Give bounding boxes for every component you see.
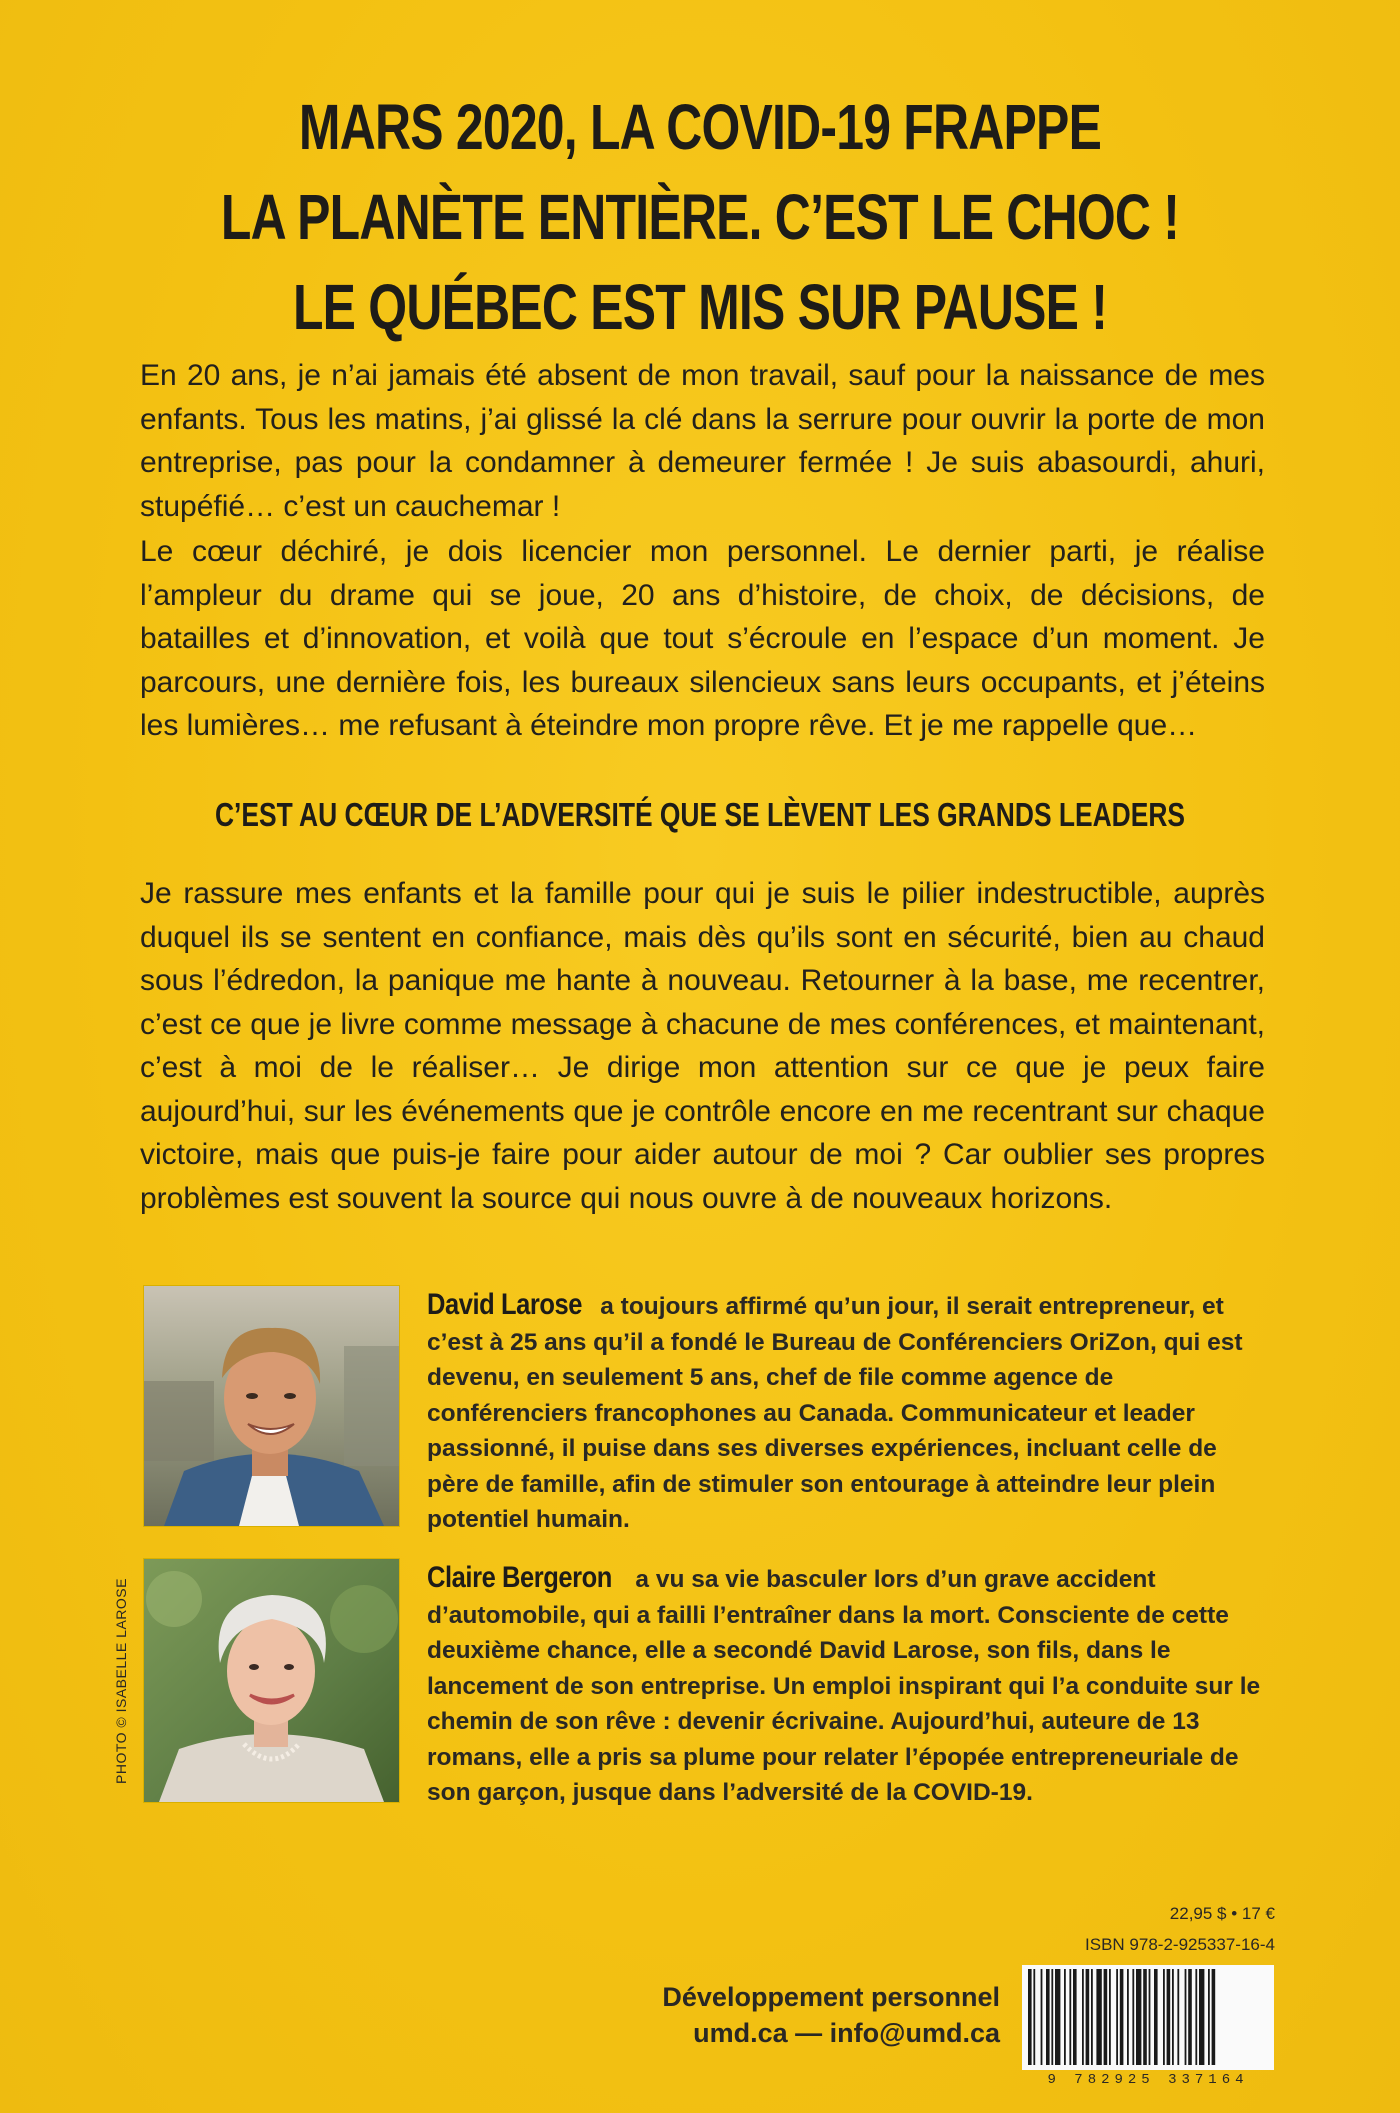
headline-line-3: LE QUÉBEC EST MIS SUR PAUSE ! xyxy=(292,271,1108,343)
section-subhead: C’EST AU CŒUR DE L’ADVERSITÉ QUE SE LÈVENT LES GRANDS LEADERS xyxy=(214,796,1186,833)
headline-line-1: MARS 2020, LA COVID-19 FRAPPE xyxy=(298,91,1102,163)
intro-paragraph-1: En 20 ans, je n’ai jamais été absent de mon travail, sauf pour la naissance de mes enfants. Tous les matins, j’ai glissé la clé dans la serrure pour ouvrir la porte de mon entreprise, pas pour la condamner à demeurer fermée ! Je suis abasourdi, ahuri, stupéfié… c’est un cauchemar ! xyxy=(140,359,1265,523)
photo-credit: PHOTO © ISABELLE LAROSE xyxy=(113,1578,129,1784)
author-bio-david xyxy=(427,1287,1267,1538)
author-bio-claire xyxy=(427,1560,1267,1811)
barcode xyxy=(1022,1965,1274,2070)
footer-contact: umd.ca — info@umd.ca xyxy=(693,2018,1000,2048)
barcode-digits: 9 782925 337164 xyxy=(1047,2072,1249,2088)
author-photo-claire xyxy=(143,1558,400,1803)
author-bio-text-david: a toujours affirmé qu’un jour, il serait entrepreneur, et c’est à 25 ans qu’il a fondé le Bureau de Conférenciers OriZon, qui est devenu, en seulement 5 ans, chef de file comme agence de conférenciers francophones au Canada. Communicateur et leader passionné, il puise dans ses diverses expériences, incluant celle de père de famille, afin de stimuler son entourage à atteindre leur plein potentiel humain. xyxy=(427,1293,1243,1533)
author-photo-david xyxy=(143,1285,400,1527)
price-label: 22,95 $ • 17 € xyxy=(1169,1904,1275,1923)
headline-line-2: LA PLANÈTE ENTIÈRE. C’EST LE CHOC ! xyxy=(220,181,1180,253)
barcode-bars xyxy=(1022,1965,1274,2070)
intro-paragraph-2: Le cœur déchiré, je dois licencier mon personnel. Le dernier parti, je réalise l’ampleur du drame qui se joue, 20 ans d’histoire, de choix, de décisions, de batailles et d’innovation, et voilà que tout s’écroule en l’espace d’un moment. Je parcours, une dernière fois, les bureaux silencieux sans leurs occupants, et j’éteins les lumières… me refusant à éteindre mon propre rêve. Et je me rappelle que… xyxy=(140,535,1265,742)
author-bio-text-claire: a vu sa vie basculer lors d’un grave accident d’automobile, qui a failli l’entraîner dans la mort. Consciente de cette deuxième chance, elle a secondé David Larose, son fils, dans le lancement de son entreprise. Un emploi inspirant qui l’a conduite sur le chemin de son rêve : devenir écrivaine. Aujourd’hui, auteure de 13 romans, elle a pris sa plume pour relater l’épopée entrepreneuriale de son garçon, jusque dans l’adversité de la COVID-19. xyxy=(427,1566,1261,1806)
headline xyxy=(154,82,1246,352)
isbn-label: ISBN 978-2-925337-16-4 xyxy=(1085,1935,1275,1954)
body-paragraph-3: Je rassure mes enfants et la famille pour qui je suis le pilier indestructible, auprès duquel ils se sentent en confiance, mais dès qu’ils sont en sécurité, bien au chaud sous l’édredon, la panique me hante à nouveau. Retourner à la base, me recentrer, c’est ce que je livre comme message à chacune de mes conférences, et maintenant, c’est à moi de le réaliser… Je dirige mon attention sur ce que je peux faire aujourd’hui, sur les événements que je contrôle encore en me recentrant sur chaque victoire, mais que puis-je faire pour aider autour de moi ? Car oublier ses propres problèmes est souvent la source qui nous ouvre à de nouveaux horizons. xyxy=(140,877,1265,1215)
author-name-claire: Claire Bergeron xyxy=(427,1561,612,1594)
author-name-david: David Larose xyxy=(427,1288,583,1321)
footer-category: Développement personnel xyxy=(662,1982,1000,2012)
